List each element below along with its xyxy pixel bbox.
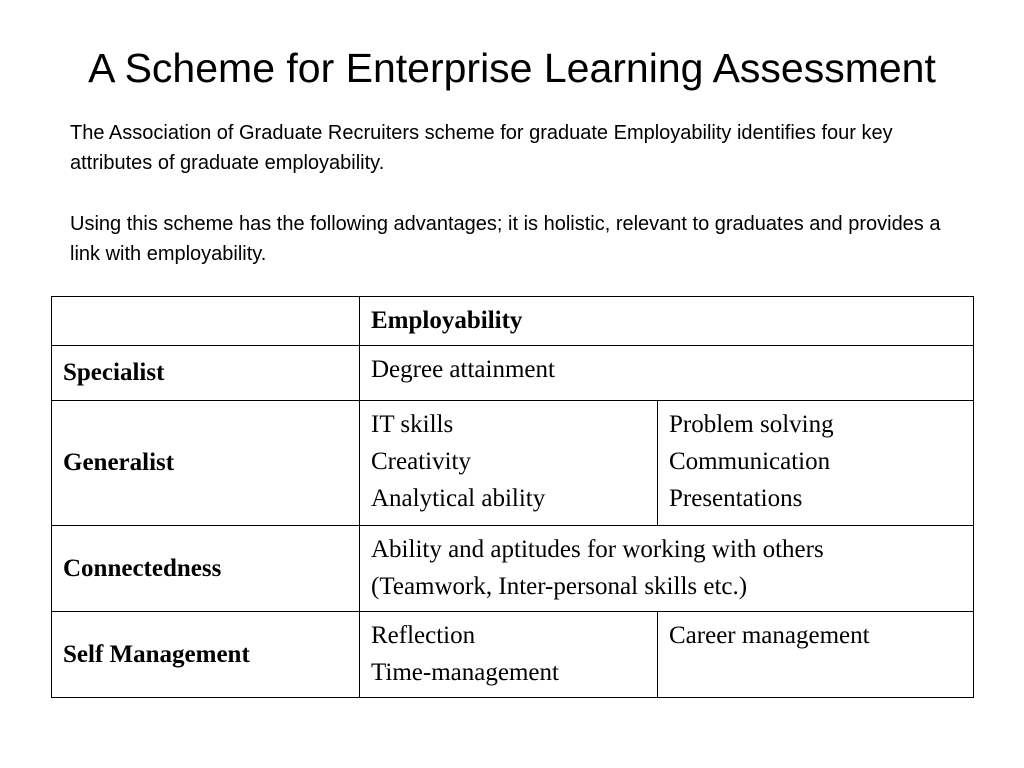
table-header-row [52, 297, 974, 346]
table-row [52, 346, 974, 401]
row-label-generalist: Generalist [52, 401, 360, 526]
cell-line: Time-management [371, 659, 559, 686]
table-header-employability: Employability [360, 297, 974, 346]
cell-line: Degree attainment [371, 356, 555, 383]
table-cell [658, 612, 974, 698]
row-label-specialist: Specialist [52, 346, 360, 401]
cell-line: IT skills [371, 411, 454, 438]
row-label-self-management: Self Management [52, 612, 360, 698]
intro-text [70, 118, 970, 269]
table-row [52, 612, 974, 698]
table-cell [360, 346, 974, 401]
row-label-connectedness: Connectedness [52, 526, 360, 612]
table-row [52, 401, 974, 526]
cell-line: Reflection [371, 622, 476, 649]
cell-line: Career management [669, 622, 870, 649]
cell-line: Problem solving [669, 411, 834, 438]
cell-line: Communication [669, 448, 831, 475]
cell-line: (Teamwork, Inter-personal skills etc.) [371, 573, 748, 600]
employability-table [51, 296, 974, 698]
table-cell [360, 526, 974, 612]
table-row [52, 526, 974, 612]
table-cell [658, 401, 974, 526]
cell-line: Ability and aptitudes for working with others [371, 536, 824, 563]
cell-line: Creativity [371, 448, 471, 475]
intro-paragraph: Using this scheme has the following advantages; it is holistic, relevant to graduates and provides a link with employability. [70, 213, 941, 265]
cell-line: Presentations [669, 485, 803, 512]
table-cell [360, 401, 658, 526]
intro-paragraph: The Association of Graduate Recruiters scheme for graduate Employability identifies four key attributes of graduate employability. [70, 122, 893, 174]
slide-title: A Scheme for Enterprise Learning Assessment [88, 45, 936, 91]
cell-line: Analytical ability [371, 485, 546, 512]
table-cell [360, 612, 658, 698]
table-corner-cell [52, 297, 360, 346]
